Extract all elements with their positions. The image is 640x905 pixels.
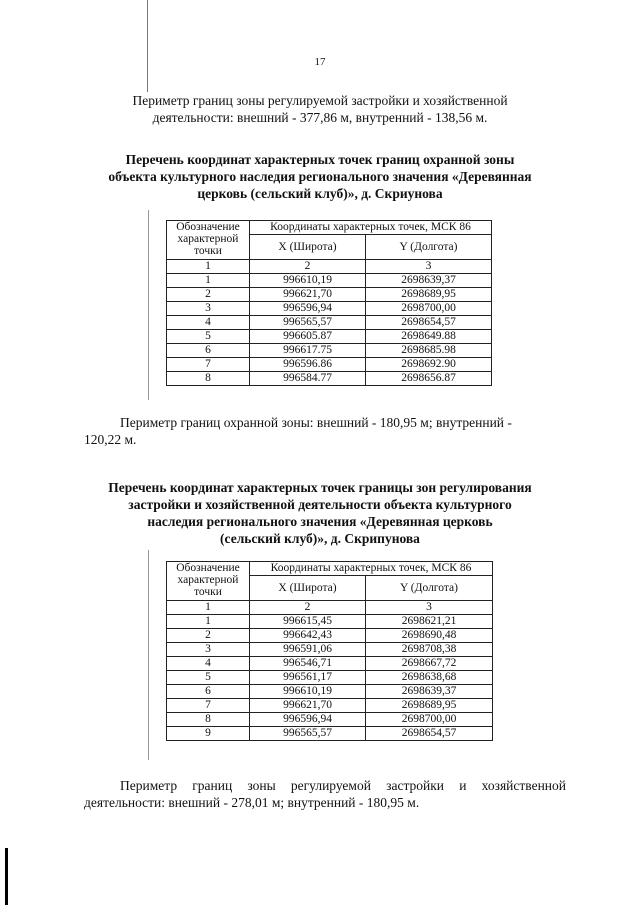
- x-value: 996565,57: [250, 316, 366, 330]
- perimeter-2-line-1: Периметр границ охранной зоны: внешний - 180,95 м; внутренний -: [120, 415, 512, 430]
- perimeter-1-line-1: Периметр границ зоны регулируемой застройки и хозяйственной: [132, 93, 508, 108]
- heading-2-line-2: застройки и хозяйственной деятельности объекта культурного: [128, 497, 512, 512]
- table-row: [167, 330, 492, 344]
- point-label-header: Обозначение характерной точки: [167, 562, 250, 601]
- x-value: 996605.87: [250, 330, 366, 344]
- x-value: 996610,19: [250, 685, 366, 699]
- column-number: 2: [250, 260, 366, 274]
- point-number: 3: [167, 302, 250, 316]
- column-number: 2: [250, 601, 366, 615]
- x-value: 996621,70: [250, 699, 366, 713]
- y-value: 2698654,57: [366, 727, 493, 741]
- heading-1-line-1: Перечень координат характерных точек границ охранной зоны: [125, 152, 515, 167]
- y-value: 2698649.88: [366, 330, 492, 344]
- table-row: [167, 316, 492, 330]
- heading-2-line-3: наследия регионального значения «Деревянная церковь: [147, 514, 493, 529]
- y-value: 2698689,95: [366, 699, 493, 713]
- coordinates-table-1: [166, 220, 492, 386]
- table-row: [167, 657, 493, 671]
- x-value: 996610,19: [250, 274, 366, 288]
- scan-artifact-edge: [5, 848, 8, 905]
- y-value: 2698690,48: [366, 629, 493, 643]
- column-number: 1: [167, 260, 250, 274]
- y-longitude-header: Y (Долгота): [366, 576, 493, 601]
- scan-artifact-line: [147, 0, 148, 92]
- point-number: 8: [167, 372, 250, 386]
- perimeter-paragraph-2: [84, 414, 566, 448]
- y-value: 2698638,68: [366, 671, 493, 685]
- y-longitude-header: Y (Долгота): [366, 235, 492, 260]
- heading-2-line-1: Перечень координат характерных точек границы зон регулирования: [108, 480, 532, 495]
- y-value: 2698654,57: [366, 316, 492, 330]
- table-row: [167, 699, 493, 713]
- table-row: [167, 629, 493, 643]
- coordinates-header: Координаты характерных точек, МСК 86: [250, 562, 493, 576]
- table-row: [167, 685, 493, 699]
- heading-regulation-zone: [60, 479, 580, 547]
- table-row: [167, 288, 492, 302]
- point-number: 7: [167, 699, 250, 713]
- point-number: 4: [167, 657, 250, 671]
- y-value: 2698700,00: [366, 713, 493, 727]
- table-row: [167, 713, 493, 727]
- table-row: [167, 302, 492, 316]
- x-value: 996642,43: [250, 629, 366, 643]
- perimeter-paragraph-1: [60, 92, 580, 126]
- x-value: 996561,17: [250, 671, 366, 685]
- point-number: 7: [167, 358, 250, 372]
- x-value: 996621,70: [250, 288, 366, 302]
- column-number: 1: [167, 601, 250, 615]
- table-row: [167, 727, 493, 741]
- x-value: 996591,06: [250, 643, 366, 657]
- point-number: 2: [167, 629, 250, 643]
- perimeter-2-line-2: 120,22 м.: [84, 432, 137, 447]
- point-number: 8: [167, 713, 250, 727]
- perimeter-3-line-2: деятельности: внешний - 278,01 м; внутренний - 180,95 м.: [84, 795, 420, 810]
- x-latitude-header: X (Широта): [250, 576, 366, 601]
- y-value: 2698708,38: [366, 643, 493, 657]
- x-value: 996596,94: [250, 713, 366, 727]
- point-label-header: Обозначение характерной точки: [167, 221, 250, 260]
- column-number: 3: [366, 260, 492, 274]
- x-value: 996565,57: [250, 727, 366, 741]
- y-value: 2698639,37: [366, 274, 492, 288]
- y-value: 2698692.90: [366, 358, 492, 372]
- point-number: 6: [167, 685, 250, 699]
- column-number-row: [167, 601, 493, 615]
- table-row: [167, 274, 492, 288]
- table-row: [167, 643, 493, 657]
- x-latitude-header: X (Широта): [250, 235, 366, 260]
- point-number: 5: [167, 330, 250, 344]
- page-number: 17: [314, 56, 326, 68]
- x-value: 996546,71: [250, 657, 366, 671]
- point-number: 2: [167, 288, 250, 302]
- heading-1-line-3: церковь (сельский клуб)», д. Скриунова: [197, 186, 443, 201]
- x-value: 996617.75: [250, 344, 366, 358]
- coordinates-table-2: [166, 561, 493, 741]
- table-row: [167, 372, 492, 386]
- coordinates-header: Координаты характерных точек, МСК 86: [250, 221, 492, 235]
- y-value: 2698667,72: [366, 657, 493, 671]
- y-value: 2698639,37: [366, 685, 493, 699]
- x-value: 996615,45: [250, 615, 366, 629]
- y-value: 2698656.87: [366, 372, 492, 386]
- scan-artifact-line: [148, 550, 149, 760]
- y-value: 2698621,21: [366, 615, 493, 629]
- point-number: 3: [167, 643, 250, 657]
- point-number: 1: [167, 615, 250, 629]
- column-number-row: [167, 260, 492, 274]
- heading-2-line-4: (сельский клуб)», д. Скрипунова: [220, 531, 420, 546]
- scan-artifact-line: [148, 210, 149, 400]
- table-row: [167, 615, 493, 629]
- point-number: 6: [167, 344, 250, 358]
- perimeter-paragraph-3: [84, 777, 566, 811]
- table-row: [167, 344, 492, 358]
- y-value: 2698689,95: [366, 288, 492, 302]
- x-value: 996596,94: [250, 302, 366, 316]
- perimeter-1-line-2: деятельности: внешний - 377,86 м, внутренний - 138,56 м.: [152, 110, 488, 125]
- x-value: 996584.77: [250, 372, 366, 386]
- column-number: 3: [366, 601, 493, 615]
- y-value: 2698685.98: [366, 344, 492, 358]
- y-value: 2698700,00: [366, 302, 492, 316]
- table-row: [167, 358, 492, 372]
- x-value: 996596.86: [250, 358, 366, 372]
- perimeter-3-line-1: Периметр границ зоны регулируемой застройки и хозяйственной: [120, 778, 566, 793]
- point-number: 9: [167, 727, 250, 741]
- point-number: 4: [167, 316, 250, 330]
- heading-protection-zone: [60, 151, 580, 202]
- point-number: 5: [167, 671, 250, 685]
- table-row: [167, 671, 493, 685]
- point-number: 1: [167, 274, 250, 288]
- heading-1-line-2: объекта культурного наследия регионального значения «Деревянная: [108, 169, 532, 184]
